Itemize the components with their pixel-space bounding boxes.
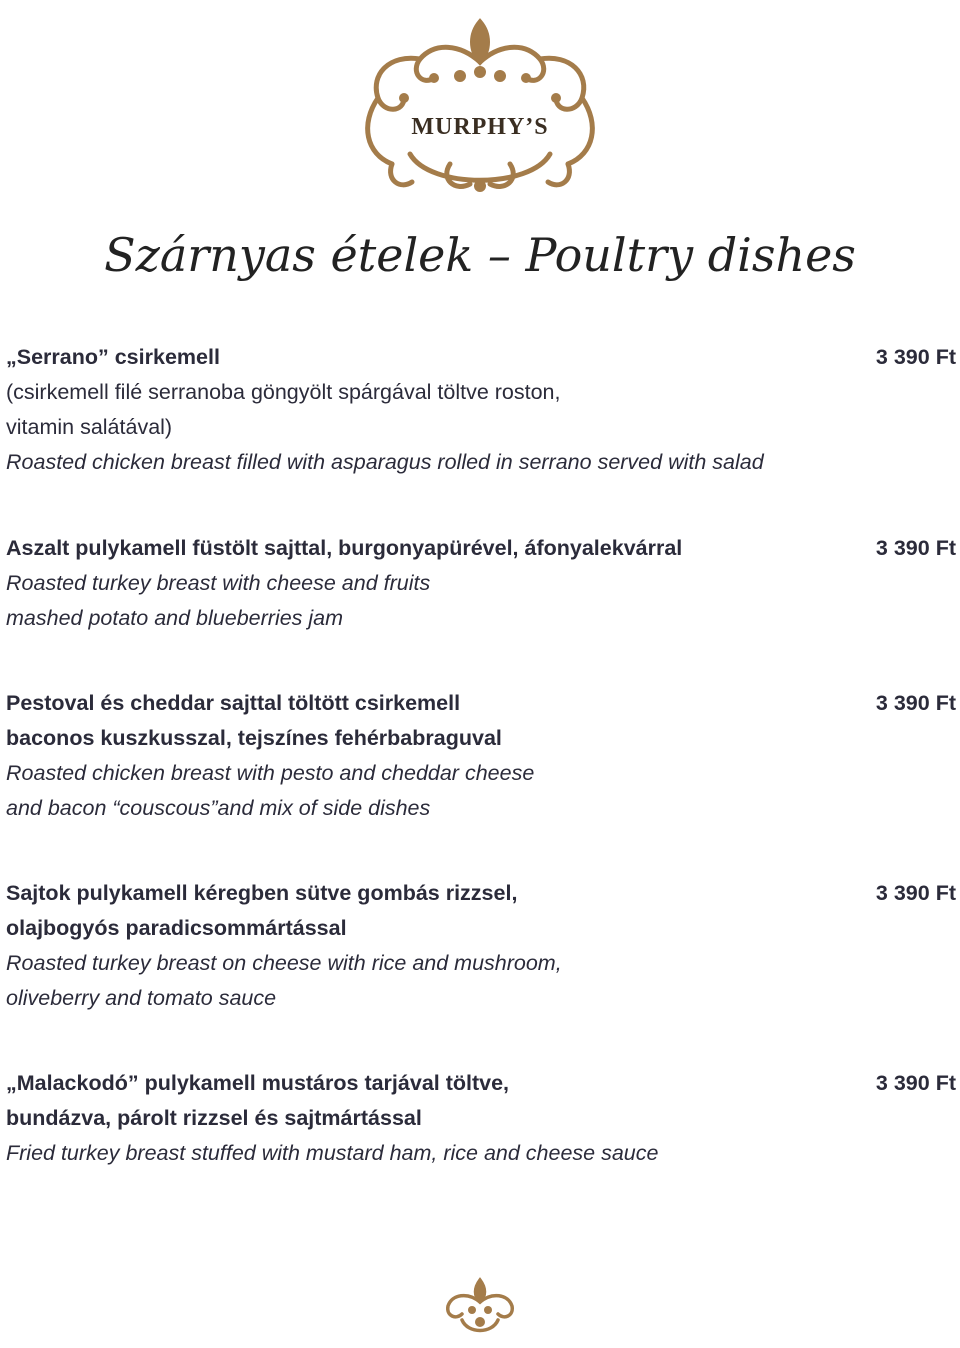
dish-description-en: Roasted chicken breast filled with asparagus rolled in serrano served with salad	[6, 450, 764, 474]
dish-price: 3 390 Ft	[875, 691, 956, 715]
dish-description-en: Fried turkey breast stuffed with mustard ham, rice and cheese sauce	[6, 1141, 659, 1165]
menu-item	[6, 531, 956, 636]
dish-price: 3 390 Ft	[875, 536, 956, 560]
menu-item	[6, 876, 956, 1016]
bottom-ornament	[438, 1276, 522, 1340]
menu-item	[6, 340, 956, 480]
dish-description-en: mashed potato and blueberries jam	[6, 606, 344, 630]
murphys-logo	[330, 14, 630, 199]
dish-price: 3 390 Ft	[875, 881, 956, 905]
dish-name-hu: bundázva, párolt rizzsel és sajtmártással	[6, 1106, 422, 1130]
dish-description-en: Roasted chicken breast with pesto and cheddar cheese	[6, 761, 535, 785]
ornament-crest-icon	[330, 14, 630, 199]
dish-description-hu: (csirkemell filé serranoba göngyölt spárgával töltve roston,	[6, 380, 561, 404]
dish-name-hu: Pestoval és cheddar sajttal töltött csirkemell	[6, 691, 461, 715]
dish-description-en: and bacon “couscous”and mix of side dishes	[6, 796, 431, 820]
dish-name-hu: Sajtok pulykamell kéregben sütve gombás rizzsel,	[6, 881, 518, 905]
dish-description-en: oliveberry and tomato sauce	[6, 986, 277, 1010]
dish-name-hu: olajbogyós paradicsommártással	[6, 916, 347, 940]
dish-name-hu: „Malackodó” pulykamell mustáros tarjával töltve,	[6, 1071, 510, 1095]
dish-price: 3 390 Ft	[875, 345, 956, 369]
dish-price: 3 390 Ft	[875, 1071, 956, 1095]
dish-description-hu: vitamin salátával)	[6, 415, 173, 439]
page-title: Szárnyas ételek – Poultry dishes	[104, 228, 856, 282]
dish-name-hu: „Serrano” csirkemell	[6, 345, 220, 369]
dish-name-hu: baconos kuszkusszal, tejszínes fehérbabraguval	[6, 726, 502, 750]
dish-description-en: Roasted turkey breast with cheese and fruits	[6, 571, 431, 595]
menu-item	[6, 1066, 956, 1171]
logo-wordmark: MURPHY’S	[411, 114, 549, 140]
dish-description-en: Roasted turkey breast on cheese with rice and mushroom,	[6, 951, 562, 975]
flourish-ornament-icon	[438, 1276, 522, 1340]
menu-item	[6, 686, 956, 826]
dish-name-hu: Aszalt pulykamell füstölt sajttal, burgonyapürével, áfonyalekvárral	[6, 536, 683, 560]
